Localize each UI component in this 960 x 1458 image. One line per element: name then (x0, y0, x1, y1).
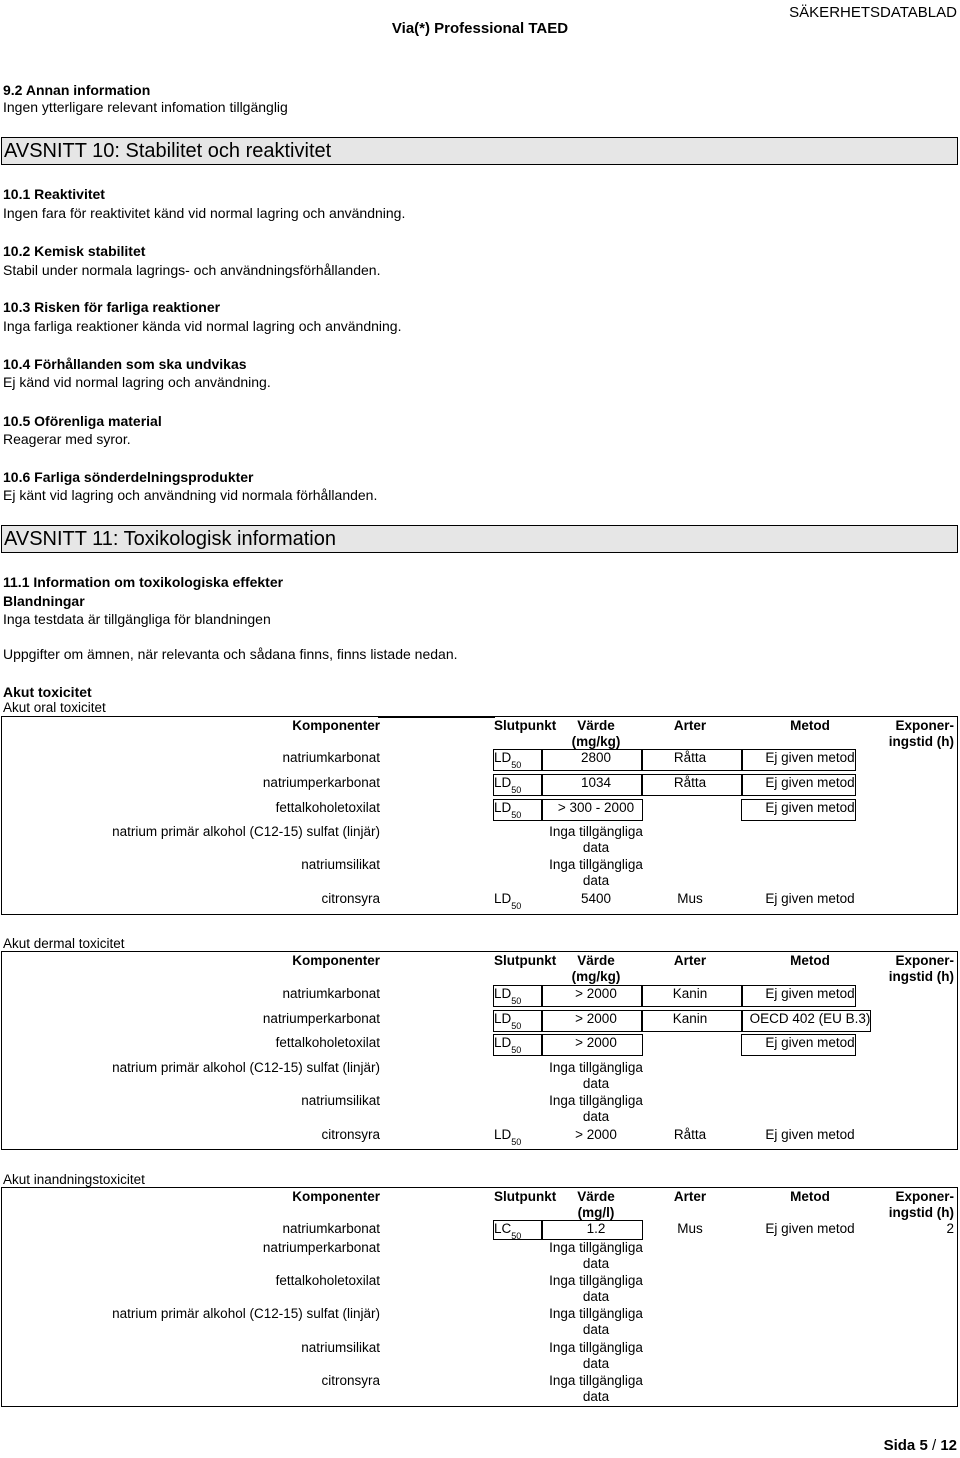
col-header-varde-unit: (mg/l) (577, 1205, 615, 1220)
value: 1034 (580, 775, 612, 790)
endpoint-subscript: 50 (511, 1045, 522, 1055)
cell-border (741, 1010, 871, 1032)
document-title: Via(*) Professional TAED (391, 20, 569, 37)
endpoint-subscript: 50 (511, 1021, 522, 1031)
endpoint-type: LD (494, 986, 512, 1001)
no-data-line2: data (582, 1076, 610, 1091)
page-total: 12 (940, 1437, 957, 1454)
s11-1-heading: 11.1 Information om toxikologiska effekter (3, 574, 284, 590)
component-name: natriumsilikat (301, 1340, 380, 1355)
component-name: natriumperkarbonat (262, 1011, 380, 1026)
cell-border (741, 1034, 856, 1056)
col-header-komponenter: Komponenter (292, 953, 380, 968)
section-11-banner (1, 525, 958, 553)
endpoint-type: LD (494, 1035, 512, 1050)
cell-border (493, 1010, 543, 1032)
value: > 2000 (575, 986, 617, 1001)
col-header-metod: Metod (790, 718, 830, 733)
cell-border (541, 1034, 643, 1056)
component-name: citronsyra (321, 1127, 380, 1142)
no-data-line2: data (582, 1389, 610, 1404)
col-header-exponering-tid: ingstid (h) (888, 969, 954, 984)
page-number (884, 1437, 957, 1454)
col-header-slutpunkt: Slutpunkt (494, 953, 557, 968)
component-name: natriumsilikat (301, 857, 380, 872)
no-data-line1: Inga tillgängliga (549, 857, 643, 872)
method: Ej given metod (765, 986, 855, 1001)
species: Kanin (672, 986, 708, 1001)
col-header-varde-unit: (mg/kg) (571, 969, 621, 984)
component-name: natriumperkarbonat (262, 775, 380, 790)
component-name: fettalkoholetoxilat (275, 800, 380, 815)
dermal-toxicity-label: Akut dermal toxicitet (3, 936, 125, 951)
component-name: natriumkarbonat (282, 750, 380, 765)
cell-border (741, 774, 856, 796)
no-data-line1: Inga tillgängliga (549, 1273, 643, 1288)
endpoint-type: LD (494, 750, 512, 765)
mixtures-heading: Blandningar (3, 593, 85, 609)
endpoint-type: LD (494, 1127, 512, 1142)
s10-6-heading: 10.6 Farliga sönderdelningsprodukter (3, 469, 254, 485)
col-header-arter: Arter (673, 718, 707, 733)
s10-4-text: Ej känd vid normal lagring och användning. (3, 374, 271, 390)
method: OECD 402 (EU B.3) (749, 1011, 871, 1026)
s10-3-text: Inga farliga reaktioner kända vid normal lagring och användning. (3, 318, 402, 334)
component-name: citronsyra (321, 1373, 380, 1388)
species: Kanin (672, 1011, 708, 1026)
s10-2-text: Stabil under normala lagrings- och användningsförhållanden. (3, 262, 381, 278)
value: > 300 - 2000 (557, 800, 635, 815)
section-9-2-heading: 9.2 Annan information (3, 82, 151, 98)
col-header-exponering: Exponer- (895, 1189, 954, 1204)
no-data-line2: data (582, 1356, 610, 1371)
s10-5-text: Reagerar med syror. (3, 431, 131, 447)
method: Ej given metod (765, 1127, 855, 1142)
endpoint (494, 1127, 522, 1147)
cell-border (641, 774, 743, 796)
cell-border (741, 749, 856, 771)
col-header-exponering-tid: ingstid (h) (888, 1205, 954, 1220)
cell-border (378, 716, 495, 718)
col-header-varde: Värde (577, 1189, 615, 1204)
component-name: natriumkarbonat (282, 986, 380, 1001)
method: Ej given metod (765, 750, 855, 765)
cell-border (641, 985, 743, 1007)
endpoint-type: LD (494, 1011, 512, 1026)
no-data-line1: Inga tillgängliga (549, 1093, 643, 1108)
s10-5-heading: 10.5 Oförenliga material (3, 413, 162, 429)
document-type: SÄKERHETSDATABLAD (789, 4, 957, 21)
cell-border (741, 799, 856, 821)
col-header-exponering: Exponer- (895, 718, 954, 733)
no-data-line1: Inga tillgängliga (549, 1340, 643, 1355)
s10-1-heading: 10.1 Reaktivitet (3, 186, 105, 202)
col-header-arter: Arter (673, 953, 707, 968)
col-header-metod: Metod (790, 1189, 830, 1204)
endpoint-type: LD (494, 800, 512, 815)
section-11-title: AVSNITT 11: Toxikologisk information (4, 528, 336, 550)
endpoint-type: LD (494, 775, 512, 790)
page-separator: / (931, 1437, 937, 1454)
component-name: fettalkoholetoxilat (275, 1035, 380, 1050)
no-data-line2: data (582, 1322, 610, 1337)
no-data-line1: Inga tillgängliga (549, 1240, 643, 1255)
endpoint-subscript: 50 (511, 996, 522, 1006)
acute-toxicity-heading: Akut toxicitet (3, 684, 92, 700)
cell-border (741, 985, 856, 1007)
endpoint (494, 891, 522, 911)
col-header-slutpunkt: Slutpunkt (494, 718, 557, 733)
section-9-2-text: Ingen ytterligare relevant infomation tillgänglig (3, 99, 288, 115)
inhalation-toxicity-label: Akut inandningstoxicitet (3, 1172, 145, 1187)
page-current: 5 (919, 1437, 928, 1454)
no-data-line2: data (582, 840, 610, 855)
col-header-varde-unit: (mg/kg) (571, 734, 621, 749)
no-data-line2: data (582, 1109, 610, 1124)
cell-border (541, 1220, 643, 1240)
cell-border (641, 1010, 743, 1032)
method: Ej given metod (765, 800, 855, 815)
cell-border (493, 985, 543, 1007)
species: Råtta (673, 750, 707, 765)
s10-4-heading: 10.4 Förhållanden som ska undvikas (3, 356, 247, 372)
value: > 2000 (575, 1011, 617, 1026)
endpoint-subscript: 50 (511, 901, 522, 911)
endpoint-subscript: 50 (511, 760, 522, 770)
value: > 2000 (575, 1035, 617, 1050)
value: 2800 (580, 750, 612, 765)
cell-border (541, 799, 643, 821)
col-header-metod: Metod (790, 953, 830, 968)
col-header-komponenter: Komponenter (292, 1189, 380, 1204)
cell-border (541, 749, 643, 771)
component-name: natrium primär alkohol (C12-15) sulfat (linjär) (112, 1306, 380, 1321)
col-header-slutpunkt: Slutpunkt (494, 1189, 557, 1204)
s10-2-heading: 10.2 Kemisk stabilitet (3, 243, 146, 259)
cell-border (493, 774, 543, 796)
cell-border (493, 1034, 543, 1056)
value: 5400 (580, 891, 612, 906)
no-data-line1: Inga tillgängliga (549, 1373, 643, 1388)
species: Mus (677, 1221, 703, 1236)
no-data-line1: Inga tillgängliga (549, 1060, 643, 1075)
s10-6-text: Ej känt vid lagring och användning vid normala förhållanden. (3, 487, 378, 503)
section-10-banner (1, 137, 958, 165)
cell-border (493, 799, 543, 821)
page-label: Sida (883, 1437, 916, 1454)
mixtures-text: Inga testdata är tillgängliga för blandningen (3, 611, 271, 627)
no-data-line2: data (582, 1256, 610, 1271)
component-name: natriumperkarbonat (262, 1240, 380, 1255)
no-data-line2: data (582, 1289, 610, 1304)
endpoint-subscript: 50 (511, 810, 522, 820)
value: > 2000 (575, 1127, 617, 1142)
component-name: citronsyra (321, 891, 380, 906)
col-header-exponering-tid: ingstid (h) (888, 734, 954, 749)
component-name: natrium primär alkohol (C12-15) sulfat (linjär) (112, 1060, 380, 1075)
method: Ej given metod (765, 1035, 855, 1050)
method: Ej given metod (765, 775, 855, 790)
cell-border (641, 749, 743, 771)
component-name: natrium primär alkohol (C12-15) sulfat (linjär) (112, 824, 380, 839)
no-data-line2: data (582, 873, 610, 888)
value: 1.2 (586, 1221, 606, 1236)
endpoint-subscript: 50 (511, 785, 522, 795)
oral-toxicity-label: Akut oral toxicitet (3, 700, 106, 715)
col-header-exponering: Exponer- (895, 953, 954, 968)
method: Ej given metod (765, 1221, 855, 1236)
cell-border (541, 1010, 643, 1032)
endpoint-subscript: 50 (511, 1231, 522, 1241)
component-name: natriumsilikat (301, 1093, 380, 1108)
exposure-time: 2 (946, 1221, 954, 1236)
component-name: fettalkoholetoxilat (275, 1273, 380, 1288)
no-data-line1: Inga tillgängliga (549, 1306, 643, 1321)
col-header-varde: Värde (577, 718, 615, 733)
endpoint-type: LD (494, 891, 512, 906)
endpoint-subscript: 50 (511, 1137, 522, 1147)
col-header-varde: Värde (577, 953, 615, 968)
cell-border (493, 749, 543, 771)
section-10-title: AVSNITT 10: Stabilitet och reaktivitet (4, 140, 332, 162)
cell-border (541, 985, 643, 1007)
method: Ej given metod (765, 891, 855, 906)
s10-3-heading: 10.3 Risken för farliga reaktioner (3, 299, 221, 315)
endpoint-type: LC (494, 1221, 512, 1236)
species: Mus (677, 891, 703, 906)
component-name: natriumkarbonat (282, 1221, 380, 1236)
no-data-line1: Inga tillgängliga (549, 824, 643, 839)
substances-note: Uppgifter om ämnen, när relevanta och sådana finns, finns listade nedan. (3, 646, 458, 662)
cell-border (541, 774, 643, 796)
col-header-arter: Arter (673, 1189, 707, 1204)
s10-1-text: Ingen fara för reaktivitet känd vid normal lagring och användning. (3, 205, 406, 221)
species: Råtta (673, 1127, 707, 1142)
species: Råtta (673, 775, 707, 790)
cell-border (493, 1220, 543, 1240)
col-header-komponenter: Komponenter (292, 718, 380, 733)
